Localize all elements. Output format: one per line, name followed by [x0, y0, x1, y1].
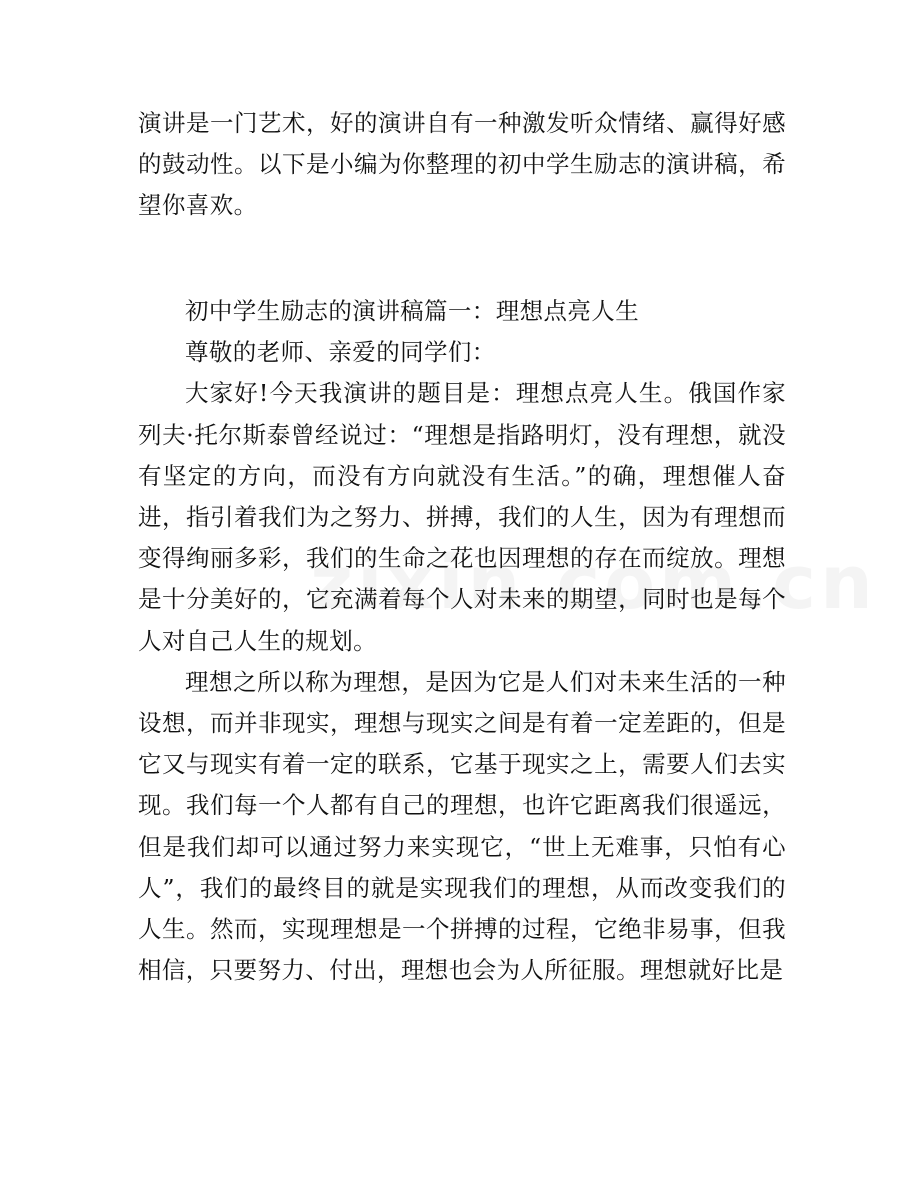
speech-body: [138, 291, 786, 991]
body-paragraph-1: 大家好!今天我演讲的题目是：理想点亮人生。俄国作家列夫·托尔斯泰曾经说过：“理想是指路明灯，没有理想，就没有坚定的方向，而没有方向就没有生活。”的确，理想催人奋进，指引着我们为之努力、拼搏，我们的人生，因为有理想而变得绚丽多彩，我们的生命之花也因理想的存在而绽放。理想是十分美好的，它充满着每个人对未来的期望，同时也是每个人对自己人生的规划。: [138, 379, 786, 655]
intro-text: 演讲是一门艺术，好的演讲自有一种激发听众情绪、赢得好感的鼓动性。以下是小编为你整理的初中学生励志的演讲稿，希望你喜欢。: [138, 109, 786, 220]
intro-paragraph: [138, 103, 786, 227]
section-title: 初中学生励志的演讲稿篇一：理想点亮人生: [185, 297, 640, 325]
body-paragraph-2: 理想之所以称为理想，是因为它是人们对未来生活的一种设想，而并非现实，理想与现实之间是有着一定差距的，但是它又与现实有着一定的联系，它基于现实之上，需要人们去实现。我们每一个人都有自己的理想，也许它距离我们很遥远，但是我们却可以通过努力来实现它，“世上无难事，只怕有心人”，我们的最终目的就是实现我们的理想，从而改变我们的人生。然而，实现理想是一个拼搏的过程，它绝非易事，但我相信，只要努力、付出，理想也会为人所征服。理想就好比是: [138, 667, 786, 985]
salutation: 尊敬的老师、亲爱的同学们：: [185, 338, 496, 367]
